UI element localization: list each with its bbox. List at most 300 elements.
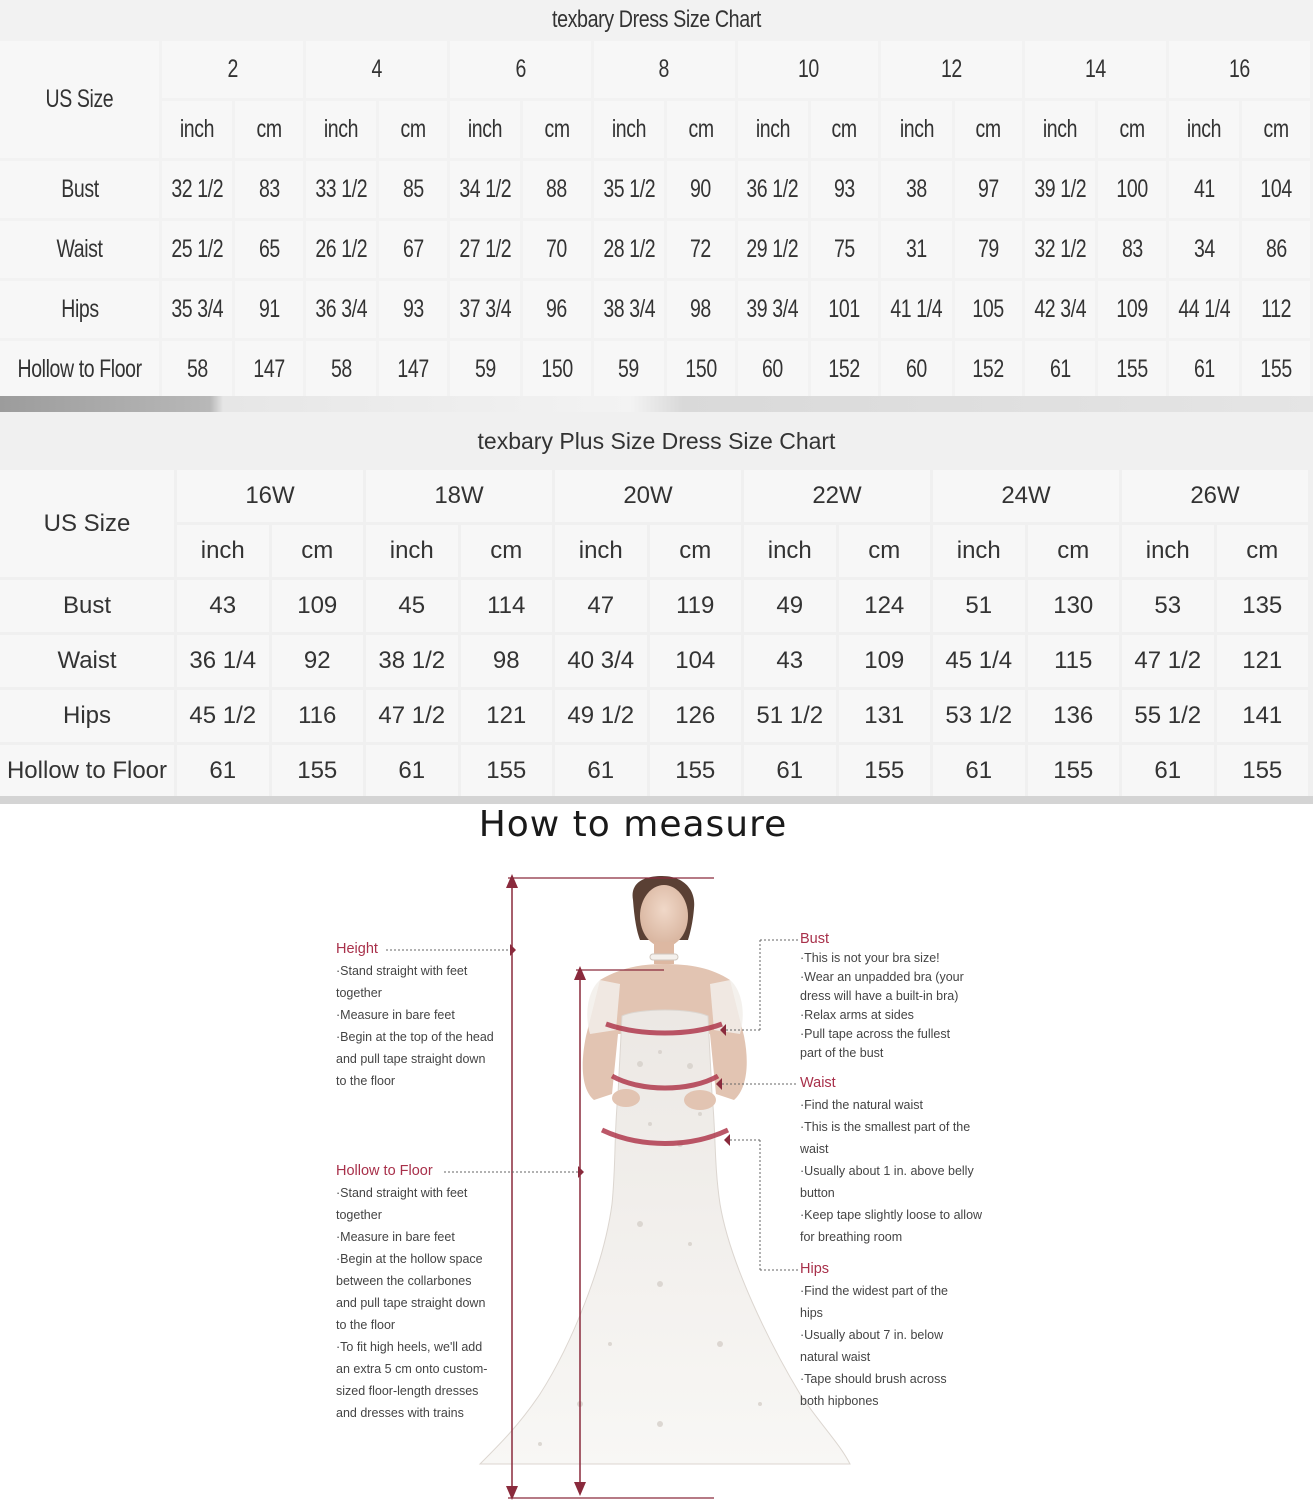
- row-label: Bust: [0, 580, 174, 632]
- bust-instruction-line: ·Relax arms at sides: [800, 1008, 914, 1022]
- size-label: 20W: [555, 470, 741, 522]
- waist-instruction-line: waist: [800, 1142, 829, 1156]
- bust-instruction-line: dress will have a built-in bra): [800, 989, 959, 1003]
- table-row: [0, 690, 1308, 742]
- table-cell: [811, 161, 879, 218]
- row-label-text: Waist: [56, 235, 103, 263]
- unit-label: [1242, 101, 1310, 158]
- hollow-instruction-line: an extra 5 cm onto custom-: [336, 1362, 488, 1376]
- unit-text: inch: [324, 115, 359, 143]
- table-cell: [379, 161, 447, 218]
- table-cell: [162, 281, 232, 338]
- table-cell: [594, 161, 664, 218]
- cell-text: 60: [762, 355, 784, 383]
- cell-text: 155: [1116, 355, 1148, 383]
- size-label: [306, 41, 447, 98]
- table-cell: [306, 221, 376, 278]
- unit-header-row: [0, 101, 1310, 158]
- cell-text: 104: [1260, 175, 1292, 203]
- unit-label: [667, 101, 735, 158]
- table-cell: [379, 221, 447, 278]
- hollow-instruction-line: and pull tape straight down: [336, 1296, 486, 1310]
- table-cell: [667, 161, 735, 218]
- size-text: 4: [371, 55, 382, 83]
- unit-label: [1169, 101, 1239, 158]
- row-label: Waist: [0, 635, 174, 687]
- table-row: [0, 580, 1308, 632]
- table-cell: [1169, 161, 1239, 218]
- size-text: 10: [797, 55, 819, 83]
- table-cell: [235, 341, 303, 398]
- table-cell: [1025, 281, 1095, 338]
- cell-text: 83: [258, 175, 280, 203]
- cell-text: 41 1/4: [890, 295, 943, 323]
- hollow-instruction-line: between the collarbones: [336, 1274, 472, 1288]
- cell-text: 105: [972, 295, 1005, 323]
- cell-text: 42 3/4: [1034, 295, 1087, 323]
- bust-instruction-line: ·This is not your bra size!: [800, 951, 940, 965]
- row-label: Hips: [0, 690, 174, 742]
- cell-text: 150: [541, 355, 573, 383]
- hollow-instruction-line: ·Stand straight with feet: [336, 1186, 468, 1200]
- table-cell: 115: [1028, 635, 1120, 687]
- cell-text: 34 1/2: [459, 175, 511, 203]
- unit-text: inch: [1186, 115, 1222, 143]
- table-row: [0, 635, 1308, 687]
- cell-text: 91: [258, 295, 280, 323]
- cell-text: 32 1/2: [171, 175, 224, 203]
- standard-size-chart: [0, 0, 1313, 412]
- table-cell: [738, 221, 808, 278]
- table-cell: 121: [461, 690, 553, 742]
- row-label-text: Hollow to Floor: [17, 355, 142, 383]
- size-text: 14: [1085, 55, 1107, 83]
- unit-label: cm: [650, 525, 742, 577]
- table-cell: [811, 221, 879, 278]
- table-cell: [1025, 341, 1095, 398]
- table-cell: [162, 341, 232, 398]
- unit-label: inch: [933, 525, 1025, 577]
- table-row: [0, 281, 1310, 338]
- unit-label: [955, 101, 1023, 158]
- table-cell: [1098, 281, 1166, 338]
- unit-label: inch: [1122, 525, 1214, 577]
- bust-instruction-line: ·Pull tape across the fullest: [800, 1027, 951, 1041]
- unit-label: [1025, 101, 1095, 158]
- table-cell: 61: [366, 745, 458, 797]
- cell-text: 70: [546, 235, 568, 263]
- waist-heading: Waist: [800, 1075, 836, 1091]
- table-cell: 47: [555, 580, 647, 632]
- waist-instruction-line: ·Find the natural waist: [800, 1098, 923, 1112]
- cell-text: 25 1/2: [171, 235, 224, 263]
- table-cell: 98: [461, 635, 553, 687]
- height-instruction-line: together: [336, 986, 382, 1000]
- unit-text: cm: [256, 115, 282, 143]
- height-instruction-line: ·Begin at the top of the head: [336, 1030, 494, 1044]
- unit-label: cm: [1028, 525, 1120, 577]
- table-cell: [306, 281, 376, 338]
- table-cell: [523, 161, 591, 218]
- cell-text: 38: [905, 175, 927, 203]
- cell-text: 109: [1116, 295, 1148, 323]
- size-text: 16: [1229, 55, 1250, 83]
- row-label-text: Hips: [60, 295, 99, 323]
- cell-text: 72: [690, 235, 712, 263]
- table-cell: [594, 341, 664, 398]
- table-cell: [1098, 161, 1166, 218]
- cell-text: 98: [690, 295, 712, 323]
- table-cell: 61: [744, 745, 836, 797]
- unit-text: cm: [400, 115, 426, 143]
- table-cell: [379, 281, 447, 338]
- table-cell: [881, 221, 951, 278]
- unit-label: inch: [177, 525, 269, 577]
- waist-instruction-line: ·Keep tape slightly loose to allow: [800, 1208, 983, 1222]
- hollow-instruction-line: and dresses with trains: [336, 1406, 464, 1420]
- bust-instruction-line: part of the bust: [800, 1046, 884, 1060]
- unit-text: cm: [1119, 115, 1145, 143]
- table-cell: 130: [1028, 580, 1120, 632]
- table-cell: 53 1/2: [933, 690, 1025, 742]
- table-cell: 38 1/2: [366, 635, 458, 687]
- hips-instruction-line: both hipbones: [800, 1394, 879, 1408]
- cell-text: 112: [1261, 295, 1292, 323]
- unit-text: inch: [1043, 115, 1078, 143]
- table-cell: 121: [1217, 635, 1309, 687]
- unit-label: cm: [839, 525, 931, 577]
- unit-label: cm: [461, 525, 553, 577]
- table-cell: [1098, 221, 1166, 278]
- cell-text: 79: [977, 235, 999, 263]
- cell-text: 85: [402, 175, 424, 203]
- table-cell: 155: [272, 745, 364, 797]
- table-cell: [235, 161, 303, 218]
- cell-text: 67: [402, 235, 424, 263]
- table-cell: 114: [461, 580, 553, 632]
- unit-label: [306, 101, 376, 158]
- table-cell: 141: [1217, 690, 1309, 742]
- size-header-row: [0, 470, 1308, 522]
- unit-text: cm: [544, 115, 570, 143]
- unit-label: [594, 101, 664, 158]
- table-cell: [594, 221, 664, 278]
- cell-text: 33 1/2: [315, 175, 368, 203]
- table-cell: 51: [933, 580, 1025, 632]
- size-table: [0, 467, 1311, 800]
- table-cell: [1169, 341, 1239, 398]
- size-label: [1025, 41, 1166, 98]
- waist-instruction-line: for breathing room: [800, 1230, 903, 1244]
- cell-text: 29 1/2: [746, 235, 799, 263]
- row-label: [0, 221, 159, 278]
- table-cell: 155: [461, 745, 553, 797]
- hips-instruction-line: ·Find the widest part of the: [800, 1284, 948, 1298]
- unit-text: inch: [611, 115, 646, 143]
- size-label: [881, 41, 1022, 98]
- hips-instruction-line: hips: [800, 1306, 823, 1320]
- table-cell: 45 1/4: [933, 635, 1025, 687]
- size-label: [450, 41, 591, 98]
- table-cell: 92: [272, 635, 364, 687]
- table-cell: 104: [650, 635, 742, 687]
- size-label: 24W: [933, 470, 1119, 522]
- unit-label: [738, 101, 808, 158]
- size-text: 12: [941, 55, 963, 83]
- size-header-row: [0, 41, 1310, 98]
- table-cell: 119: [650, 580, 742, 632]
- table-cell: 135: [1217, 580, 1309, 632]
- table-cell: [955, 341, 1023, 398]
- table-cell: [881, 161, 951, 218]
- row-label-text: Bust: [60, 175, 99, 203]
- row-label: [0, 281, 159, 338]
- table-cell: 40 3/4: [555, 635, 647, 687]
- table-cell: [1025, 161, 1095, 218]
- cell-text: 152: [828, 355, 861, 383]
- table-cell: 136: [1028, 690, 1120, 742]
- table-cell: 47 1/2: [366, 690, 458, 742]
- cell-text: 152: [972, 355, 1005, 383]
- cell-text: 35 3/4: [171, 295, 224, 323]
- table-cell: [811, 281, 879, 338]
- cell-text: 28 1/2: [602, 235, 655, 263]
- table-row: [0, 161, 1310, 218]
- cell-text: 35 1/2: [602, 175, 655, 203]
- row-label: [0, 161, 159, 218]
- size-text: 8: [658, 55, 670, 83]
- table-cell: [667, 281, 735, 338]
- cell-text: 59: [618, 355, 640, 383]
- table-cell: [523, 221, 591, 278]
- table-cell: 155: [839, 745, 931, 797]
- cell-text: 36 3/4: [315, 295, 368, 323]
- table-cell: [738, 341, 808, 398]
- unit-text: cm: [831, 115, 858, 143]
- cell-text: 36 1/2: [746, 175, 799, 203]
- hollow-instruction-line: ·Measure in bare feet: [336, 1230, 455, 1244]
- size-label: [594, 41, 735, 98]
- table-cell: [450, 221, 520, 278]
- cell-text: 97: [977, 175, 999, 203]
- height-instruction-line: ·Stand straight with feet: [336, 964, 468, 978]
- bust-instruction-line: ·Wear an unpadded bra (your: [800, 970, 964, 984]
- cell-text: 59: [474, 355, 496, 383]
- table-cell: [881, 341, 951, 398]
- table-cell: 61: [933, 745, 1025, 797]
- table-cell: 43: [744, 635, 836, 687]
- hollow-instruction-line: together: [336, 1208, 382, 1222]
- table-cell: [738, 161, 808, 218]
- cell-text: 60: [905, 355, 927, 383]
- unit-label: cm: [272, 525, 364, 577]
- table-cell: 155: [650, 745, 742, 797]
- cell-text: 147: [253, 355, 285, 383]
- table-cell: 126: [650, 690, 742, 742]
- size-text: 6: [515, 55, 526, 83]
- cell-text: 61: [1049, 355, 1071, 383]
- table-cell: 36 1/4: [177, 635, 269, 687]
- height-instruction-line: to the floor: [336, 1074, 396, 1088]
- cell-text: 58: [330, 355, 352, 383]
- table-cell: [1169, 221, 1239, 278]
- size-table: [0, 38, 1313, 401]
- table-cell: [1242, 221, 1310, 278]
- waist-instruction-line: ·This is the smallest part of the: [800, 1120, 971, 1134]
- table-cell: 61: [1122, 745, 1214, 797]
- cell-text: 100: [1116, 175, 1148, 203]
- unit-text: inch: [467, 115, 503, 143]
- cell-text: 65: [258, 235, 280, 263]
- plus-size-chart: [0, 412, 1313, 804]
- table-cell: [162, 221, 232, 278]
- unit-text: inch: [899, 115, 934, 143]
- cell-text: 31: [905, 235, 927, 263]
- table-cell: 155: [1217, 745, 1309, 797]
- how-to-measure: [0, 804, 1313, 1500]
- table-cell: 155: [1028, 745, 1120, 797]
- unit-label: inch: [366, 525, 458, 577]
- cell-text: 83: [1121, 235, 1143, 263]
- hollow-instructions: [336, 1160, 487, 1424]
- us-size-label: US Size: [45, 85, 114, 113]
- size-label: 22W: [744, 470, 930, 522]
- table-cell: [1098, 341, 1166, 398]
- cell-text: 93: [834, 175, 855, 203]
- bust-instructions: [800, 930, 964, 1063]
- cell-text: 150: [685, 355, 717, 383]
- table-cell: [955, 221, 1023, 278]
- measure-figure: [0, 804, 1313, 1500]
- row-label: [0, 341, 159, 398]
- cell-text: 147: [397, 355, 429, 383]
- unit-label: [811, 101, 879, 158]
- table-cell: [235, 221, 303, 278]
- unit-text: cm: [688, 115, 714, 143]
- hollow-instruction-line: sized floor-length dresses: [336, 1384, 479, 1398]
- table-cell: [1169, 281, 1239, 338]
- hollow-instruction-line: ·Begin at the hollow space: [336, 1252, 483, 1266]
- table-row: [0, 341, 1310, 398]
- table-cell: [1242, 341, 1310, 398]
- us-size-header: [0, 41, 159, 158]
- unit-label: [379, 101, 447, 158]
- cell-text: 38 3/4: [602, 295, 655, 323]
- table-cell: [1242, 281, 1310, 338]
- table-cell: 49: [744, 580, 836, 632]
- cell-text: 90: [690, 175, 712, 203]
- cell-text: 61: [1193, 355, 1215, 383]
- cell-text: 58: [186, 355, 208, 383]
- unit-text: inch: [180, 115, 215, 143]
- unit-label: inch: [555, 525, 647, 577]
- table-cell: [235, 281, 303, 338]
- table-cell: [162, 161, 232, 218]
- cell-text: 26 1/2: [315, 235, 368, 263]
- height-instructions: [336, 938, 494, 1092]
- table-cell: 47 1/2: [1122, 635, 1214, 687]
- unit-text: cm: [975, 115, 1001, 143]
- cell-text: 39 3/4: [746, 295, 799, 323]
- hollow-instruction-line: ·To fit high heels, we'll add: [336, 1340, 483, 1354]
- unit-label: [1098, 101, 1166, 158]
- cell-text: 75: [834, 235, 855, 263]
- table-cell: [379, 341, 447, 398]
- table-cell: 124: [839, 580, 931, 632]
- table-cell: 43: [177, 580, 269, 632]
- table-cell: 55 1/2: [1122, 690, 1214, 742]
- row-label: Hollow to Floor: [0, 745, 174, 797]
- table-cell: 116: [272, 690, 364, 742]
- cell-text: 41: [1193, 175, 1215, 203]
- cell-text: 32 1/2: [1034, 235, 1087, 263]
- table-cell: 61: [177, 745, 269, 797]
- table-cell: [955, 281, 1023, 338]
- height-instruction-line: and pull tape straight down: [336, 1052, 486, 1066]
- size-label: [162, 41, 303, 98]
- hips-instructions: [800, 1258, 948, 1412]
- cell-text: 101: [828, 295, 861, 323]
- unit-text: cm: [1263, 115, 1289, 143]
- table-cell: [523, 281, 591, 338]
- size-label: 16W: [177, 470, 363, 522]
- unit-label: [881, 101, 951, 158]
- unit-label: [523, 101, 591, 158]
- table-cell: 51 1/2: [744, 690, 836, 742]
- unit-label: cm: [1217, 525, 1309, 577]
- hips-instruction-line: ·Usually about 7 in. below: [800, 1328, 944, 1342]
- divider: [0, 796, 1313, 804]
- table-cell: [594, 281, 664, 338]
- cell-text: 37 3/4: [459, 295, 511, 323]
- hips-instruction-line: ·Tape should brush across: [800, 1372, 947, 1386]
- cell-text: 86: [1265, 235, 1287, 263]
- table-row: [0, 745, 1308, 797]
- size-label: 18W: [366, 470, 552, 522]
- cell-text: 88: [546, 175, 568, 203]
- unit-label: [162, 101, 232, 158]
- cell-text: 96: [546, 295, 568, 323]
- cell-text: 155: [1260, 355, 1292, 383]
- bust-heading: Bust: [800, 931, 830, 947]
- cell-text: 44 1/4: [1178, 295, 1231, 323]
- table-cell: 109: [272, 580, 364, 632]
- table-cell: [667, 221, 735, 278]
- table-cell: 109: [839, 635, 931, 687]
- table-cell: [523, 341, 591, 398]
- size-label: [738, 41, 879, 98]
- cell-text: 34: [1193, 235, 1215, 263]
- table-cell: 49 1/2: [555, 690, 647, 742]
- size-text: 2: [227, 55, 238, 83]
- us-size-header: US Size: [0, 470, 174, 577]
- table-cell: 45: [366, 580, 458, 632]
- unit-label: [235, 101, 303, 158]
- size-label: [1169, 41, 1310, 98]
- table-cell: [450, 281, 520, 338]
- table-cell: [811, 341, 879, 398]
- table-cell: [450, 341, 520, 398]
- table-cell: [738, 281, 808, 338]
- hollow-heading: Hollow to Floor: [336, 1163, 433, 1179]
- table-cell: [1025, 221, 1095, 278]
- waist-instruction-line: ·Usually about 1 in. above belly: [800, 1164, 974, 1178]
- bride-illustration: [480, 876, 850, 1464]
- waist-instruction-line: button: [800, 1186, 835, 1200]
- chart-title: texbary Plus Size Dress Size Chart: [477, 428, 836, 454]
- size-label: 26W: [1122, 470, 1308, 522]
- table-cell: [306, 341, 376, 398]
